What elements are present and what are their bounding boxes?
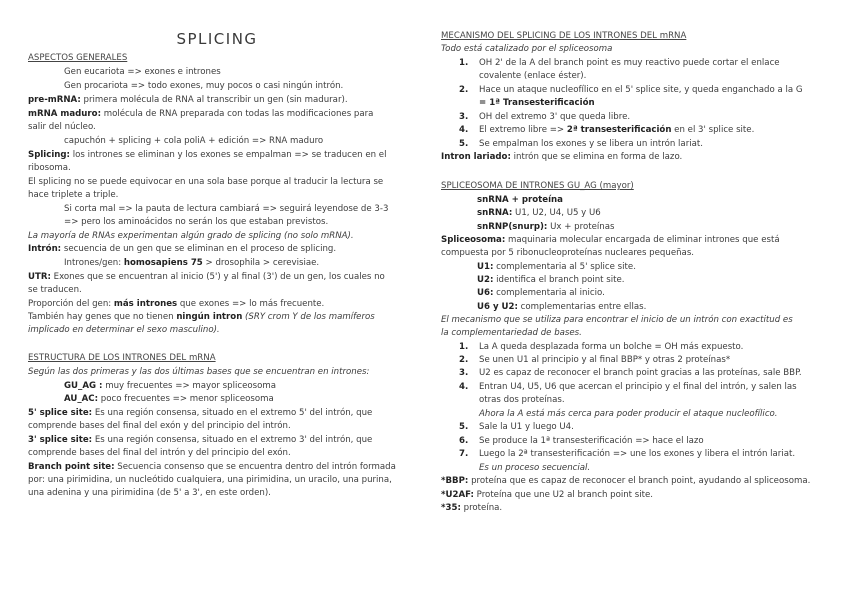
term-utr: UTR: (28, 272, 51, 282)
proc-step-6 (459, 435, 704, 447)
def-bp-text: Secuencia consenso que se encuentra dentro del intrón formada (114, 462, 396, 472)
step-3-text: OH del extremo 3' que queda libre. (479, 112, 631, 122)
step-2-text: Hace un ataque nucleofílico en el 5' splice site, y queda enganchado a la G (479, 85, 803, 95)
proc-step-1-num: 1. (459, 342, 469, 352)
def-splicing-cont: ribosoma. (28, 163, 71, 173)
prop-post: que exones => lo más frecuente. (177, 299, 325, 309)
proc-step-4 (459, 381, 797, 393)
def-branch-point-cont-2: una adenina y una pirimidina (de 5' a 3', en este orden). (28, 488, 271, 498)
def-auac-text: poco frecuentes => menor spliceosoma (98, 394, 274, 404)
def-splicing (28, 149, 386, 161)
def-spliceosoma (441, 234, 780, 246)
step-1-cont: covalente (enlace éster). (479, 71, 587, 81)
proc-step-4-cont: otras dos proteínas. (479, 395, 565, 405)
def-3-text: Es una región consensa, situado en el extremo 3' del intrón, que (92, 435, 373, 445)
text-estructura-intro: Según las dos primeras y las dos últimas bases que se encuentran en intrones: (28, 367, 370, 377)
step-2-cont: = 1ª Transesterificación (479, 98, 595, 108)
term-u2: U2: (477, 275, 494, 285)
term-intron-lariado: Intron lariado: (441, 152, 511, 162)
def-u6 (477, 287, 605, 299)
text-mecanismo-1: El mecanismo que se utiliza para encontrar el inicio de un intrón con exactitud es (441, 315, 793, 325)
def-snrna-text: U1, U2, U4, U5 y U6 (512, 208, 601, 218)
step-1 (459, 57, 780, 69)
step-5-text: Se empalman los exones y se libera un intrón lariat. (479, 139, 703, 149)
text-cortamal-2: => pero los aminoácidos no serán los que estaban previstos. (64, 217, 329, 227)
proc-step-3-text: U2 es capaz de reconocer el branch point gracias a las proteínas, sale BBP. (479, 368, 802, 378)
def-35-text: proteína. (460, 503, 503, 513)
def-intron-lariado (441, 151, 682, 163)
section-heading-spliceosoma: SPLICEOSOMA DE INTRONES GU_AG (mayor) (441, 181, 634, 191)
step-2 (459, 84, 803, 96)
def-u2 (477, 274, 625, 286)
proc-step-4-note: Ahora la A está más cerca para poder producir el ataque nucleofílico. (479, 409, 778, 419)
term-bbp: *BBP: (441, 476, 469, 486)
term-mrna: mRNA maduro: (28, 109, 102, 119)
proc-step-1-text: La A queda desplazada forma un bolche = OH más expuesto. (479, 342, 744, 352)
def-guag (64, 380, 276, 392)
text-homosapiens (64, 257, 319, 269)
step-4-pre: El extremo libre => (479, 125, 567, 135)
def-mrna-cont: salir del núcleo. (28, 122, 96, 132)
text-error-2: hace triplete a triple. (28, 190, 119, 200)
prop-pre: Proporción del gen: (28, 299, 114, 309)
proc-step-3-num: 3. (459, 368, 469, 378)
proc-step-7-text: Luego la 2ª transesterificación => une los exones y libera el intrón lariat. (479, 449, 796, 459)
prop-bold: más intrones (113, 299, 178, 309)
section-heading-aspectos: ASPECTOS GENERALES (28, 53, 128, 63)
def-utr (28, 271, 385, 283)
def-splicing-text: los intrones se eliminan y los exones se empalman => se traducen en el (69, 150, 387, 160)
step-4-post: en el 3' splice site. (671, 125, 755, 135)
proc-step-4-num: 4. (459, 382, 469, 392)
def-auac (64, 393, 274, 405)
proc-step-3 (459, 367, 802, 379)
proc-step-2 (459, 354, 730, 366)
def-u1-text: complementaria al 5' splice site. (493, 262, 636, 272)
section-heading-mecanismo: MECANISMO DEL SPLICING DE LOS INTRONES DEL mRNA (441, 31, 687, 41)
def-5-splice-site (28, 407, 372, 419)
proc-step-6-num: 6. (459, 436, 469, 446)
step-5-num: 5. (459, 139, 469, 149)
section-heading-estructura: ESTRUCTURA DE LOS INTRONES DEL mRNA (28, 353, 216, 363)
text-mecanismo-intro: Todo está catalizado por el spliceosoma (441, 44, 613, 54)
proc-step-7 (459, 448, 795, 460)
def-35 (441, 502, 502, 514)
def-mrna-text: molécula de RNA preparada con todas las modificaciones para (101, 109, 374, 119)
term-guag: GU_AG : (64, 381, 103, 391)
text-procariota: Gen procariota => todo exones, muy pocos o casi ningún intrón. (64, 81, 344, 91)
tamb-bold: ningún intron (176, 312, 243, 322)
term-branch-point: Branch point site: (28, 462, 115, 472)
homo-bold: homosapiens 75 (123, 258, 203, 268)
homo-post: > drosophila > cerevisiae. (202, 258, 320, 268)
def-branch-point-cont-1: por: una pirimidina, un nucleótido cualquiera, una pirimidina, un uracilo, una purina, (28, 475, 392, 485)
proc-step-1 (459, 341, 743, 353)
proc-step-4-text: Entran U4, U5, U6 que acercan el principio y el final del intrón, y salen las (479, 382, 797, 392)
tamb-post: (SRY crom Y de los mamíferos (242, 312, 375, 322)
tamb-pre: También hay genes que no tienen (28, 312, 177, 322)
def-guag-text: muy frecuentes => mayor spliceosoma (102, 381, 276, 391)
term-auac: AU_AC: (64, 394, 99, 404)
step-3-num: 3. (459, 112, 469, 122)
step-4 (459, 124, 754, 136)
term-u6: U6: (477, 288, 494, 298)
def-mrna (28, 108, 373, 120)
term-u2af: *U2AF: (441, 490, 474, 500)
text-eucariota: Gen eucariota => exones e intrones (64, 67, 221, 77)
def-u6u2-text: complementarias entre ellas. (517, 302, 647, 312)
term-spliceosoma: Spliceosoma: (441, 235, 506, 245)
text-mecanismo-2: la complementariedad de bases. (441, 328, 582, 338)
step-1-text: OH 2' de la A del branch point es muy reactivo puede cortar el enlace (479, 58, 780, 68)
def-spliceosoma-text: maquinaria molecular encargada de eliminar intrones que está (505, 235, 780, 245)
def-u6-text: complementaria al inicio. (493, 288, 605, 298)
def-5-text: Es una región consensa, situado en el extremo 5' del intrón, que (92, 408, 373, 418)
term-snrna: snRNA: (477, 208, 513, 218)
def-u2af (441, 489, 653, 501)
def-intron-text: secuencia de un gen que se eliminan en el proceso de splicing. (61, 244, 337, 254)
def-utr-text: Exones que se encuentran al inicio (5') y al final (3') de un gen, los cuales no (50, 272, 385, 282)
text-tambien-cont: implicado en determinar el sexo masculino). (28, 325, 220, 335)
proc-step-5-num: 5. (459, 422, 469, 432)
proc-step-6-text: Se produce la 1ª transesterificación => hace el lazo (479, 436, 704, 446)
term-intron: Intrón: (28, 244, 62, 254)
term-snrnp: snRNP(snurp): (477, 222, 548, 232)
def-lariado-text: intrón que se elimina en forma de lazo. (510, 152, 683, 162)
step-5 (459, 138, 703, 150)
step-2-num: 2. (459, 85, 469, 95)
def-u2af-text: Proteína que une U2 al branch point site. (473, 490, 654, 500)
term-3-splice-site: 3' splice site: (28, 435, 93, 445)
term-premrna: pre-mRNA: (28, 95, 81, 105)
text-cortamal-1: Si corta mal => la pauta de lectura cambiará => seguirá leyendose de 3-3 (64, 204, 389, 214)
def-branch-point (28, 461, 396, 473)
term-u6-u2: U6 y U2: (477, 302, 518, 312)
def-premrna-text: primera molécula de RNA al transcribir un gen (sin madurar). (80, 95, 348, 105)
page-title: SPLICING (176, 30, 258, 48)
def-3-splice-site-cont: comprende bases del final del intrón y del principio del exón. (28, 448, 291, 458)
def-spliceosoma-cont: compuesta por 5 ribonucleoproteínas nucleares pequeñas. (441, 248, 695, 258)
text-capuchon: capuchón + splicing + cola poliA + edición => RNA maduro (64, 136, 324, 146)
text-mayoria: La mayoría de RNAs experimentan algún grado de splicing (no solo mRNA). (28, 231, 354, 241)
def-snrnp-text: Ux + proteínas (547, 222, 615, 232)
def-bbp (441, 475, 810, 487)
def-snrna (477, 207, 601, 219)
term-5-splice-site: 5' splice site: (28, 408, 93, 418)
proc-step-5-text: Sale la U1 y luego U4. (479, 422, 574, 432)
def-snrnp (477, 221, 614, 233)
term-u1: U1: (477, 262, 494, 272)
term-splicing: Splicing: (28, 150, 70, 160)
step-3 (459, 111, 630, 123)
def-3-splice-site (28, 434, 372, 446)
homo-pre: Intrones/gen: (64, 258, 124, 268)
term-35: *35: (441, 503, 461, 513)
step-1-num: 1. (459, 58, 469, 68)
def-5-splice-site-cont: comprende bases del final del exón y del principio del intrón. (28, 421, 291, 431)
proc-step-2-num: 2. (459, 355, 469, 365)
step-4-num: 4. (459, 125, 469, 135)
text-tambien (28, 311, 375, 323)
def-premrna (28, 94, 348, 106)
proc-step-7-note: Es un proceso secuencial. (479, 463, 591, 473)
def-utr-cont: se traducen. (28, 285, 82, 295)
def-u2-text: identifica el branch point site. (493, 275, 625, 285)
text-snrna-proteina: snRNA + proteína (477, 195, 563, 205)
proc-step-7-num: 7. (459, 449, 469, 459)
proc-step-2-text: Se unen U1 al principio y al final BBP* y otras 2 proteínas* (479, 355, 731, 365)
def-intron (28, 243, 336, 255)
text-error-1: El splicing no se puede equivocar en una sola base porque al traducir la lectura se (28, 177, 384, 187)
proc-step-5 (459, 421, 574, 433)
step-4-bold: 2ª transesterificación (566, 125, 672, 135)
def-bbp-text: proteína que es capaz de reconocer el branch point, ayudando al spliceosoma. (468, 476, 811, 486)
text-proporcion (28, 298, 324, 310)
def-u6-u2 (477, 301, 646, 313)
def-u1 (477, 261, 636, 273)
